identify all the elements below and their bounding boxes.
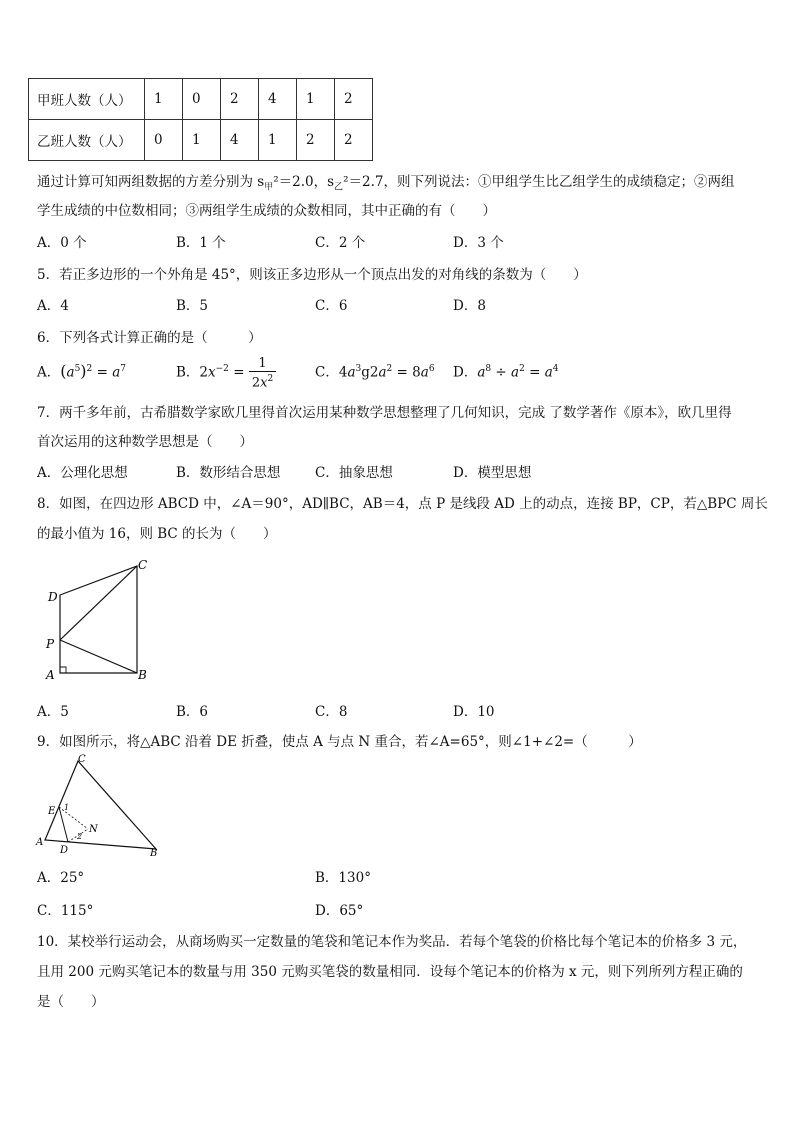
q4-text-b: ²＝2.0，s <box>273 174 335 190</box>
q6-option-a[interactable]: A．$(a^5)^2 = a^7$ <box>37 361 126 381</box>
table-cell: 4 <box>221 120 259 161</box>
label-b: B <box>138 668 147 682</box>
q10-stem-line1: 10．某校举行运动会，从商场购买一定数量的笔袋和笔记本作为奖品．若每个笔袋的价格比每个笔记本的价格多 3 元， <box>37 934 747 950</box>
table-cell: 2 <box>335 120 373 161</box>
row-label: 乙班人数（人） <box>29 120 145 161</box>
q5-option-b[interactable]: B．5 <box>176 298 209 314</box>
q4-line1 <box>37 170 734 193</box>
table-cell: 1 <box>145 79 183 120</box>
triangle-abc <box>45 761 156 849</box>
frac-num: 1 <box>249 356 276 372</box>
q4-option-b[interactable]: B．1 个 <box>176 235 226 251</box>
q8-stem-line2: 的最小值为 16，则 BC 的长为（ ） <box>37 526 277 542</box>
q8-option-a[interactable]: A．5 <box>37 704 69 720</box>
row-label: 甲班人数（人） <box>29 79 145 120</box>
q7-stem-line1: 7．两千多年前，古希腊数学家欧几里得首次运用某种数学思想整理了几何知识，完成 了数学著作《原本》，欧几里得 <box>37 405 732 421</box>
table-cell: 0 <box>145 120 183 161</box>
q4-option-d[interactable]: D．3 个 <box>453 235 504 251</box>
q8-stem-line1: 8．如图，在四边形 ABCD 中，∠A＝90°，AD∥BC，AB＝4，点 P 是线段 AD 上的动点，连接 BP，CP，若△BPC 周长 <box>37 496 768 512</box>
q4-option-c[interactable]: C．2 个 <box>315 235 366 251</box>
q4-line2: 学生成绩的中位数相同；③两组学生成绩的众数相同，其中正确的有（ ） <box>37 203 496 219</box>
q5-option-c[interactable]: C．6 <box>315 298 348 314</box>
label-e: E <box>48 806 56 817</box>
table-row <box>29 79 373 120</box>
q4-option-a[interactable]: A．0 个 <box>37 235 87 251</box>
q9-option-d[interactable]: D．65° <box>315 903 364 919</box>
table-cell: 0 <box>183 79 221 120</box>
label-c: C <box>138 558 148 572</box>
q10-stem-line2: 且用 200 元购买笔记本的数量与用 350 元购买笔袋的数量相同．设每个笔记本的价格为 x 元，则下列所列方程正确的 <box>37 964 743 980</box>
q9-option-c[interactable]: C．115° <box>37 903 94 919</box>
q6-c-label: C． <box>315 364 339 381</box>
q9-option-b[interactable]: B．130° <box>315 870 371 886</box>
q6-stem: 6．下列各式计算正确的是（ ） <box>37 330 262 346</box>
q4-text-c: ²＝2.7，则下列说法：①甲组学生比乙组学生的成绩稳定；②两组 <box>343 174 735 190</box>
table-cell: 1 <box>259 120 297 161</box>
label-d: D <box>60 845 69 856</box>
q8-option-d[interactable]: D．10 <box>453 704 495 720</box>
sub-jia: 甲 <box>264 182 274 193</box>
q6-a-label: A． <box>37 364 61 381</box>
label-n: N <box>89 824 98 835</box>
label-p: P <box>46 637 55 651</box>
q9-triangle-figure <box>34 752 166 860</box>
q6-option-c[interactable]: C．$4a^3g2a^2 = 8a^6$ <box>315 364 435 381</box>
table-cell: 1 <box>183 120 221 161</box>
fraction: $\frac{1}{2x^2}$ <box>249 356 276 390</box>
segment-pc <box>60 566 137 640</box>
q6-option-b[interactable]: B．$2x^{-2}$ = $\frac{1}{2x^2}$ <box>176 352 276 392</box>
q7-option-a[interactable]: A．公理化思想 <box>37 465 128 481</box>
q5-option-a[interactable]: A．4 <box>37 298 69 314</box>
q10-stem-line3: 是（ ） <box>37 994 105 1010</box>
label-a: A <box>46 668 55 682</box>
crease-de <box>59 807 68 842</box>
right-angle-mark <box>60 667 66 673</box>
q5-stem: 5．若正多边形的一个外角是 45°，则该正多边形从一个顶点出发的对角线的条数为（ ） <box>37 267 587 283</box>
q4-text-a: 通过计算可知两组数据的方差分别为 s <box>37 174 265 190</box>
q7-option-b[interactable]: B．数形结合思想 <box>176 465 281 481</box>
label-angle-1: 1 <box>64 803 70 812</box>
table-cell: 4 <box>259 79 297 120</box>
table-cell: 2 <box>221 79 259 120</box>
label-a: A <box>36 837 44 848</box>
label-d: D <box>48 590 58 604</box>
q8-quadrilateral-figure <box>40 552 160 684</box>
q9-option-a[interactable]: A．25° <box>37 870 85 886</box>
table-row <box>29 120 373 161</box>
q7-option-c[interactable]: C．抽象思想 <box>315 465 393 481</box>
q9-stem: 9．如图所示，将△ABC 沿着 DE 折叠，使点 A 与点 N 重合，若∠A=65°，则∠1+∠2=（ ） <box>37 734 642 750</box>
q7-option-d[interactable]: D．模型思想 <box>453 465 532 481</box>
score-table <box>28 78 373 161</box>
segment-pb <box>60 640 137 673</box>
q7-stem-line2: 首次运用的这种数学思想是（ ） <box>37 434 253 450</box>
table-cell: 1 <box>297 79 335 120</box>
sub-yi: 乙 <box>334 182 344 193</box>
label-angle-2: 2 <box>77 832 83 841</box>
label-b: B <box>150 848 158 859</box>
label-c: C <box>78 754 86 765</box>
q6-option-d[interactable]: D．$a^8 \div a^2 = a^4$ <box>453 364 559 381</box>
table-cell: 2 <box>297 120 335 161</box>
table-cell: 2 <box>335 79 373 120</box>
q8-option-c[interactable]: C．8 <box>315 704 348 720</box>
q6-b-label: B． <box>176 364 200 381</box>
q6-d-label: D． <box>453 364 478 381</box>
q5-option-d[interactable]: D．8 <box>453 298 486 314</box>
q8-option-b[interactable]: B．6 <box>176 704 209 720</box>
